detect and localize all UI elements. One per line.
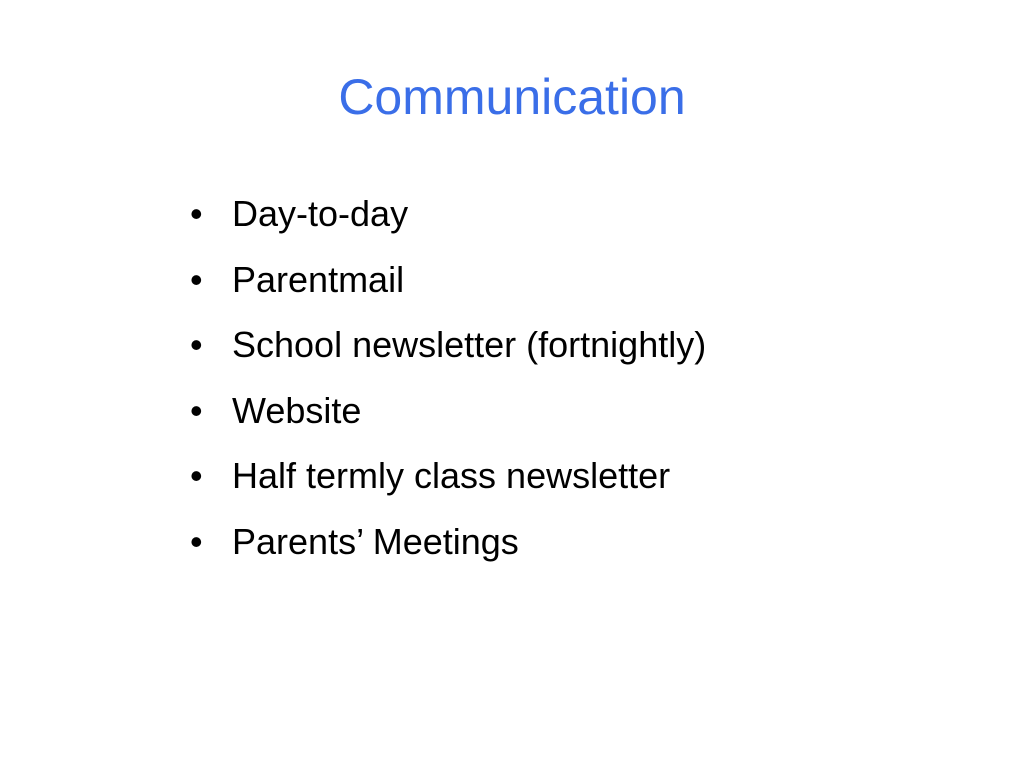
bullet-list	[190, 184, 706, 577]
list-item	[190, 512, 706, 578]
list-item	[190, 184, 706, 250]
bullet-icon: •	[190, 389, 203, 431]
bullet-text: School newsletter (fortnightly)	[232, 324, 707, 365]
bullet-icon: •	[190, 324, 203, 365]
bullet-text: Half termly class newsletter	[232, 455, 671, 496]
bullet-icon: •	[190, 455, 203, 496]
bullet-text: Day-to-day	[232, 193, 409, 234]
bullet-text: Parentmail	[232, 258, 405, 300]
bullet-icon: •	[190, 193, 203, 234]
list-item	[190, 446, 706, 512]
slide-title: Communication	[338, 69, 686, 125]
list-item	[190, 250, 706, 316]
list-item	[190, 381, 706, 447]
list-item	[190, 315, 706, 381]
bullet-icon: •	[190, 258, 203, 300]
bullet-text: Parents’ Meetings	[232, 520, 519, 562]
bullet-icon: •	[190, 520, 203, 562]
bullet-text: Website	[232, 389, 362, 431]
